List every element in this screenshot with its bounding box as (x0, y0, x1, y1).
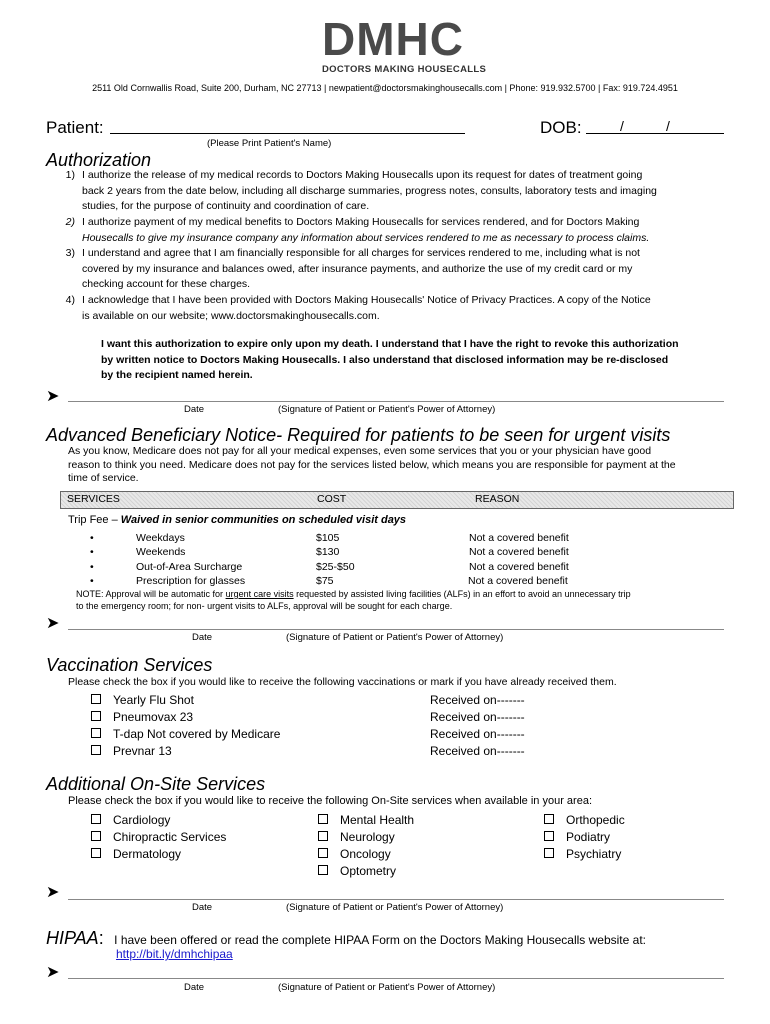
reason-cell: Not a covered benefit (468, 574, 568, 587)
dmhc-logo (300, 12, 510, 76)
item-text (82, 246, 692, 293)
checkbox[interactable] (91, 848, 101, 858)
authorization-heading: Authorization (46, 150, 152, 170)
arrow-icon: ➤ (46, 615, 60, 632)
item-line: I authorize the release of my medical records to Doctors Making Housecalls upon its request for dates of treatment going (82, 169, 643, 181)
header-reason: REASON (475, 493, 520, 505)
service-label: Dermatology (113, 847, 182, 861)
arrow-icon: ➤ (46, 884, 60, 901)
checkbox[interactable] (318, 848, 328, 858)
dob-separator: / (620, 118, 624, 134)
vaccine-received: Received on------- (430, 710, 525, 724)
service-label: Neurology (340, 830, 395, 844)
vaccination-intro: Please check the box if you would like to receive the following vaccinations or mark if you have already received them. (68, 676, 617, 688)
header-services: SERVICES (67, 493, 120, 505)
service-option-mental-health[interactable] (318, 813, 414, 827)
checkbox[interactable] (318, 814, 328, 824)
signature-line[interactable] (68, 401, 724, 402)
cost-cell: $130 (316, 546, 340, 559)
onsite-intro: Please check the box if you would like to receive the following On-Site services when available in your area: (68, 795, 592, 807)
trip-fee-label: Trip Fee – (68, 514, 121, 526)
trip-fee-note: Waived in senior communities on scheduled visit days (120, 514, 407, 526)
statement-line: by the recipient named herein. (101, 369, 253, 381)
item-number: 1) (65, 169, 75, 181)
checkbox[interactable] (91, 831, 101, 841)
statement-line: I want this authorization to expire only upon my death. I understand that I have the right to revoke this authorization (101, 338, 679, 350)
signature-caption: (Signature of Patient or Patient's Power of Attorney) (286, 632, 504, 643)
service-option-optometry[interactable] (318, 864, 396, 878)
vaccine-option[interactable] (91, 744, 172, 758)
service-option-podiatry[interactable] (544, 830, 610, 844)
patient-label: Patient: (46, 118, 104, 137)
vaccine-label: Yearly Flu Shot (113, 693, 194, 707)
service-label: Cardiology (113, 813, 171, 827)
vaccine-label: Prevnar 13 (113, 744, 172, 758)
checkbox[interactable] (544, 831, 554, 841)
service-option-orthopedic[interactable] (544, 813, 625, 827)
signature-line[interactable] (68, 899, 724, 900)
checkbox[interactable] (544, 848, 554, 858)
date-caption: Date (192, 632, 213, 643)
services-table-header (60, 491, 734, 509)
service-option-oncology[interactable] (318, 847, 391, 861)
note-underline: urgent care visits (225, 589, 294, 599)
dob-label: DOB: (540, 118, 582, 137)
service-label: Chiropractic Services (113, 830, 227, 844)
arrow-icon: ➤ (46, 964, 60, 981)
note-line: to the emergency room; for non- urgent visits to ALFs, approval will be sought for each charge. (76, 601, 453, 611)
bullet-icon: • (90, 532, 94, 544)
vaccine-option[interactable] (91, 710, 193, 724)
checkbox[interactable] (91, 728, 101, 738)
date-caption: Date (192, 902, 213, 913)
checkbox[interactable] (91, 694, 101, 704)
item-line: back 2 years from the date below, including all discharge summaries, progress notes, consults, laboratory tests and imaging (82, 184, 657, 197)
item-line: is available on our website; www.doctorsmakinghousecalls.com. (82, 309, 380, 322)
intro-line: time of service. (68, 472, 139, 484)
abn-note (76, 588, 736, 612)
patient-name-caption: (Please Print Patient's Name) (207, 138, 332, 149)
item-line: I acknowledge that I have been provided with Doctors Making Housecalls' Notice of Privacy Practices. A copy of the Notice (82, 294, 651, 306)
fee-table (90, 531, 610, 591)
patient-name-field[interactable] (110, 133, 465, 134)
trip-fee (68, 514, 406, 526)
signature-line[interactable] (68, 629, 724, 630)
item-line: studies, for the purpose of continuity and coordination of care. (82, 200, 370, 212)
hipaa-section (46, 928, 646, 949)
hipaa-colon: : (98, 928, 104, 948)
bullet-icon: • (90, 546, 94, 559)
header-cost: COST (317, 493, 347, 505)
item-text (82, 293, 692, 324)
service-label: Mental Health (340, 813, 415, 827)
service-option-dermatology[interactable] (91, 847, 181, 861)
checkbox[interactable] (318, 831, 328, 841)
reason-cell: Not a covered benefit (469, 532, 569, 544)
service-label: Psychiatry (566, 847, 622, 861)
checkbox[interactable] (91, 814, 101, 824)
item-number: 4) (65, 294, 75, 306)
service-option-neurology[interactable] (318, 830, 395, 844)
vaccine-option[interactable] (91, 727, 280, 741)
service-label: Oncology (340, 847, 391, 861)
service-label: Optometry (340, 864, 397, 878)
service-option-chiropractic[interactable] (91, 830, 226, 844)
hipaa-text: I have been offered or read the complete HIPAA Form on the Doctors Making Housecalls website at: (114, 933, 646, 947)
service-label: Podiatry (566, 830, 611, 844)
contact-address: 2511 Old Cornwallis Road, Suite 200, Durham, NC 27713 | newpatient@doctorsmakinghousecalls.com | Phone: 919.932.5700 | Fax: 919.724.4951 (92, 83, 678, 93)
signature-caption: (Signature of Patient or Patient's Power of Attorney) (278, 982, 496, 993)
dob-field[interactable] (586, 133, 724, 134)
item-line: I understand and agree that I am financially responsible for all charges for services rendered to me, including what is not (82, 247, 640, 259)
service-cell: Prescription for glasses (136, 574, 246, 587)
service-cell: Out-of-Area Surcharge (136, 560, 243, 573)
service-cell: Weekdays (136, 532, 185, 544)
service-option-psychiatry[interactable] (544, 847, 621, 861)
checkbox[interactable] (91, 745, 101, 755)
vaccine-received: Received on------- (430, 744, 525, 758)
item-number: 3) (65, 247, 75, 259)
reason-cell: Not a covered benefit (469, 546, 569, 559)
item-text (82, 168, 692, 215)
logo-subtitle: DOCTORS MAKING HOUSECALLS (322, 64, 487, 75)
vaccine-received: Received on------- (430, 693, 525, 707)
authorization-list (60, 168, 740, 330)
authorization-statement (101, 337, 741, 384)
note-line (76, 588, 736, 600)
signature-caption: (Signature of Patient or Patient's Power of Attorney) (278, 404, 496, 415)
item-text (82, 215, 692, 246)
vaccination-heading: Vaccination Services (46, 655, 213, 675)
bullet-icon: • (90, 574, 94, 587)
date-caption: Date (184, 404, 205, 415)
dob-separator: / (666, 118, 670, 134)
arrow-icon: ➤ (46, 388, 60, 405)
checkbox[interactable] (318, 865, 328, 875)
note-prefix: NOTE: Approval will be automatic for (76, 589, 226, 599)
service-label: Orthopedic (566, 813, 625, 827)
item-line: I authorize payment of my medical benefits to Doctors Making Housecalls for services rendered, and for Doctors Making (82, 216, 640, 228)
cost-cell: $105 (316, 532, 340, 544)
logo-text: DMHC (322, 13, 464, 65)
service-cell: Weekends (136, 546, 186, 559)
abn-heading: Advanced Beneficiary Notice- Required for patients to be seen for urgent visits (46, 425, 671, 445)
hipaa-link[interactable]: http://bit.ly/dmhchipaa (116, 947, 233, 961)
hipaa-heading: HIPAA (46, 928, 99, 948)
signature-caption: (Signature of Patient or Patient's Power of Attorney) (286, 902, 504, 913)
item-line: Housecalls to give my insurance company any information about services rendered to me as necessary to process claims. (82, 231, 650, 244)
item-line: covered by my insurance and balances owed, after insurance payments, and authorize the use of my credit card or my (82, 262, 633, 275)
reason-cell: Not a covered benefit (469, 560, 569, 573)
item-line: checking account for these charges. (82, 278, 251, 290)
signature-line[interactable] (68, 978, 724, 979)
bullet-icon: • (90, 560, 94, 573)
cost-cell: $75 (316, 574, 334, 587)
service-option-cardiology[interactable] (91, 813, 170, 827)
intro-line: reason to think you need. Medicare does not pay for the services listed below, which means you are responsible for payment at the (68, 458, 676, 471)
checkbox[interactable] (91, 711, 101, 721)
cost-cell: $25-$50 (316, 560, 355, 573)
item-number: 2) (65, 216, 75, 228)
intro-line: As you know, Medicare does not pay for all your medical expenses, even some services that you or your physician have good (68, 445, 652, 457)
vaccine-option[interactable] (91, 693, 194, 707)
date-caption: Date (184, 982, 205, 993)
abn-intro (68, 445, 738, 486)
vaccine-received: Received on------- (430, 727, 525, 741)
statement-line: by written notice to Doctors Making Housecalls. I also understand that disclosed information may be re-disclosed (101, 353, 669, 366)
vaccine-label: T-dap Not covered by Medicare (113, 727, 281, 741)
vaccine-label: Pneumovax 23 (113, 710, 194, 724)
checkbox[interactable] (544, 814, 554, 824)
onsite-heading: Additional On-Site Services (46, 774, 266, 794)
note-rest: requested by assisted living facilities (ALFs) in an effort to avoid an unnecessary trip (293, 589, 631, 599)
